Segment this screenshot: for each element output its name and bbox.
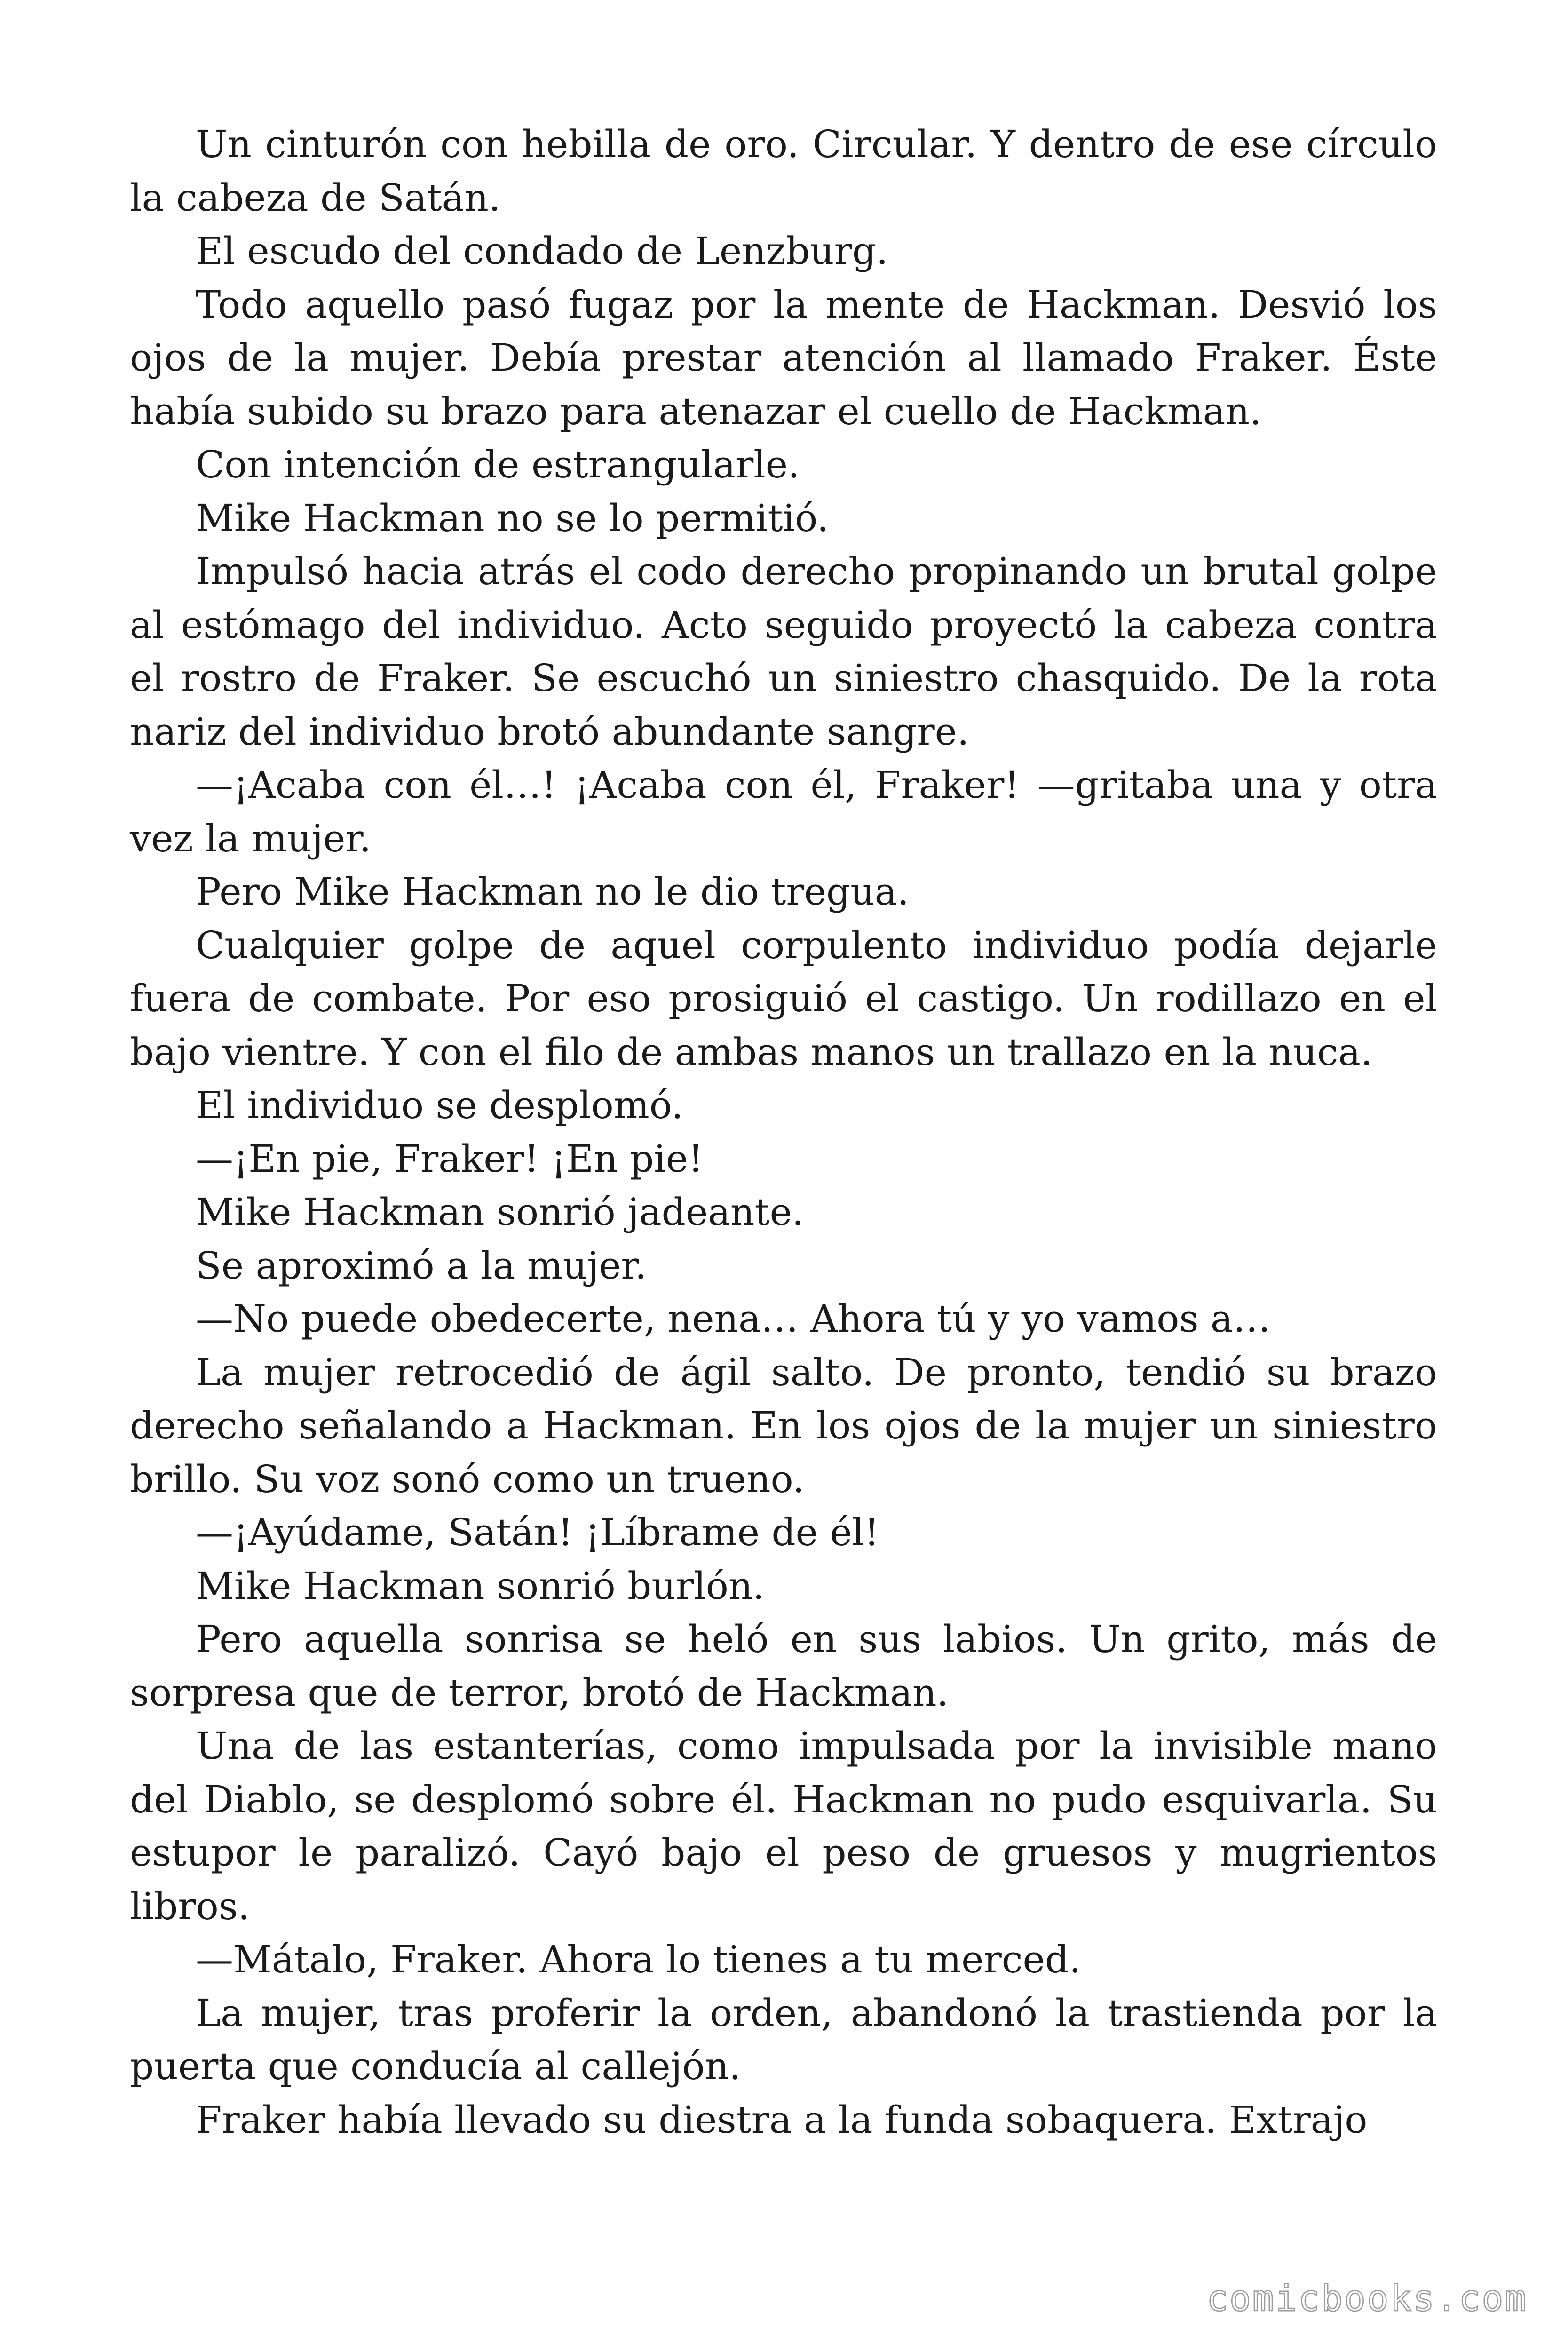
paragraph-18: Pero aquella sonrisa se heló en sus labios. Un grito, más de sorpresa que de terror, brotó de Hackman. <box>130 1617 1437 1715</box>
paragraph-13: Se aproximó a la mujer. <box>196 1243 647 1287</box>
paragraph-2: El escudo del condado de Lenzburg. <box>196 229 888 273</box>
paragraph-20: —Mátalo, Fraker. Ahora lo tienes a tu merced. <box>196 1938 1081 1981</box>
paragraph-1: Un cinturón con hebilla de oro. Circular. Y dentro de ese círculo la cabeza de Satán. <box>130 122 1437 220</box>
paragraph-12: Mike Hackman sonrió jadeante. <box>196 1190 804 1234</box>
paragraph-21: La mujer, tras proferir la orden, abandonó la trastienda por la puerta que conducía al callejón. <box>130 1991 1437 2088</box>
watermark: comicbooks.com <box>1206 2277 1528 2319</box>
paragraph-19: Una de las estanterías, como impulsada por la invisible mano del Diablo, se desplomó sobre él. Hackman no pudo esquivarla. Su estupor le paralizó. Cayó bajo el peso de gruesos y mugrientos libros. <box>130 1724 1437 1928</box>
paragraph-16: —¡Ayúdame, Satán! ¡Líbrame de él! <box>196 1510 879 1554</box>
paragraph-7: —¡Acaba con él…! ¡Acaba con él, Fraker! —gritaba una y otra vez la mujer. <box>130 763 1437 860</box>
paragraph-10: El individuo se desplomó. <box>196 1083 683 1127</box>
paragraph-6: Impulsó hacia atrás el codo derecho propinando un brutal golpe al estómago del individuo. Acto seguido proyectó la cabeza contra el rostro de Fraker. Se escuchó un siniestro chasquido. De la rota nariz del individuo brotó abundante sangre. <box>130 549 1437 754</box>
paragraph-9: Cualquier golpe de aquel corpulento individuo podía dejarle fuera de combate. Por eso prosiguió el castigo. Un rodillazo en el bajo vientre. Y con el filo de ambas manos un trallazo en la nuca. <box>130 923 1437 1074</box>
paragraph-8: Pero Mike Hackman no le dio tregua. <box>196 870 909 914</box>
paragraph-22: Fraker había llevado su diestra a la funda sobaquera. Extrajo <box>196 2098 1368 2142</box>
paragraph-4: Con intención de estrangularle. <box>196 443 800 486</box>
paragraph-14: —No puede obedecerte, nena… Ahora tú y yo vamos a… <box>196 1297 1271 1341</box>
book-page-text <box>130 118 1437 2146</box>
paragraph-5: Mike Hackman no se lo permitió. <box>196 496 829 540</box>
paragraph-15: La mujer retrocedió de ágil salto. De pronto, tendió su brazo derecho señalando a Hackman. En los ojos de la mujer un siniestro brillo. Su voz sonó como un trueno. <box>130 1350 1437 1501</box>
paragraph-3: Todo aquello pasó fugaz por la mente de Hackman. Desvió los ojos de la mujer. Debía prestar atención al llamado Fraker. Éste había subido su brazo para atenazar el cuello de Hackman. <box>130 282 1437 433</box>
paragraph-17: Mike Hackman sonrió burlón. <box>196 1564 765 1608</box>
paragraph-11: —¡En pie, Fraker! ¡En pie! <box>196 1136 704 1181</box>
